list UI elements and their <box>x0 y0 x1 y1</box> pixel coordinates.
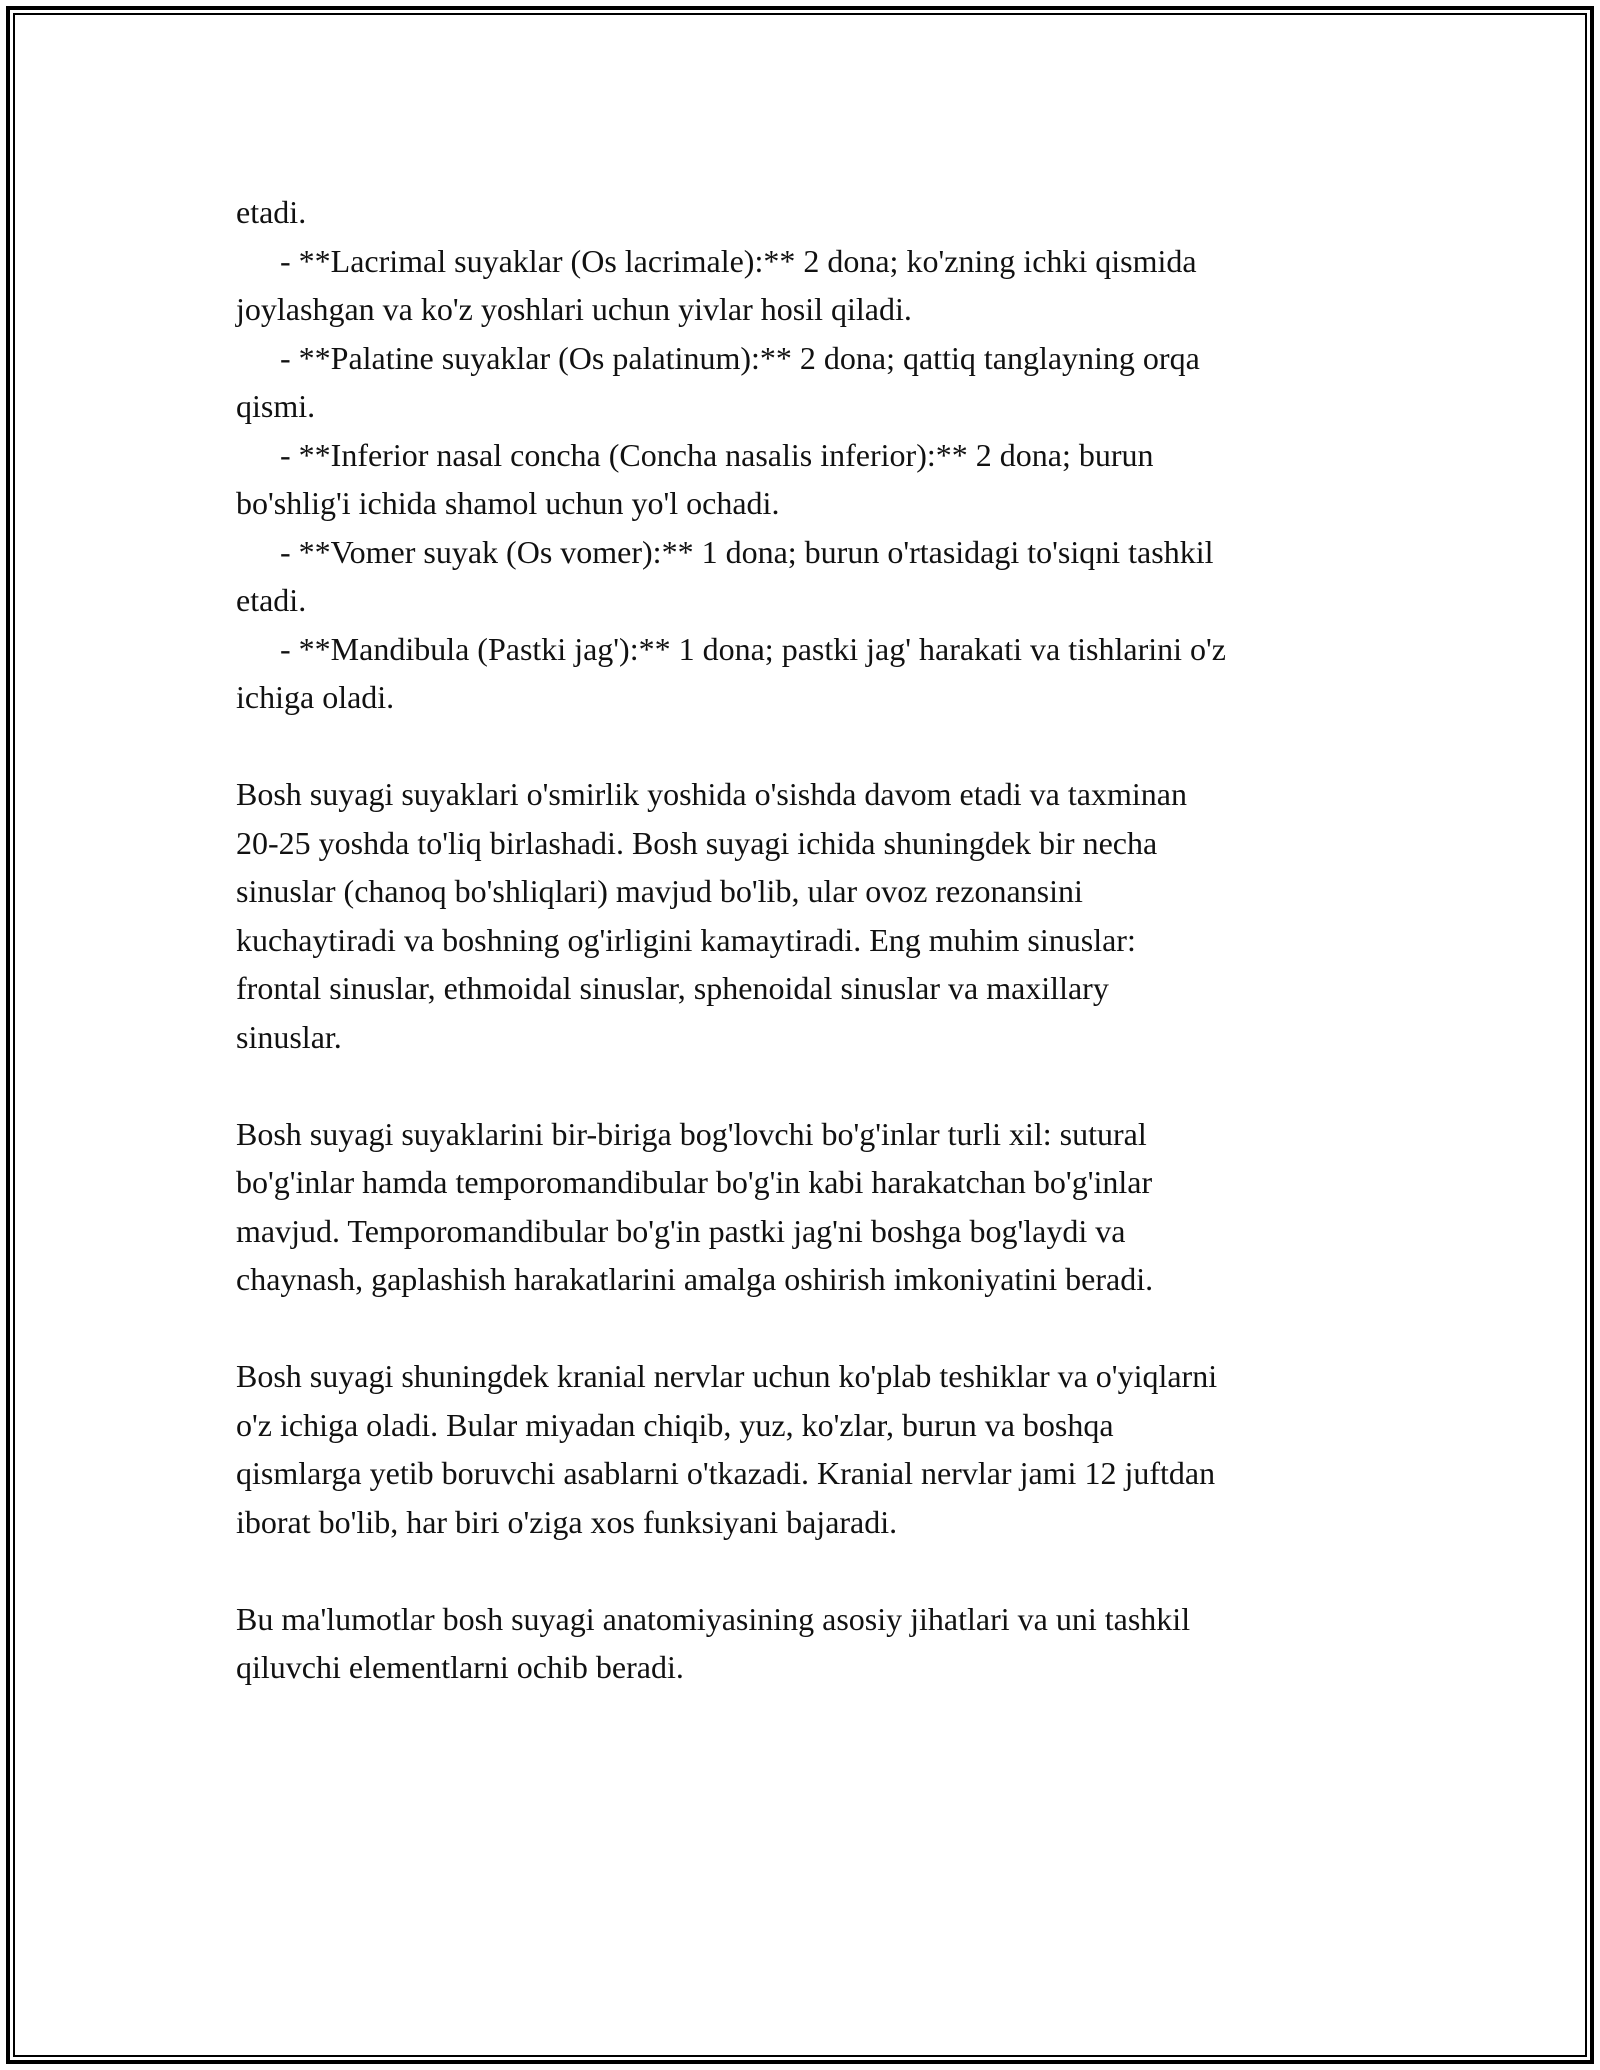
paragraph-gap <box>236 722 1376 771</box>
list-line: bo'shlig'i ichida shamol uchun yo'l ochadi. <box>236 485 780 521</box>
paragraph-line: chaynash, gaplashish harakatlarini amalga oshirish imkoniyatini beradi. <box>236 1261 1154 1297</box>
paragraph-gap <box>236 1061 1376 1110</box>
paragraph-line: 20-25 yoshda to'liq birlashadi. Bosh suyagi ichida shuningdek bir necha <box>236 824 1158 861</box>
paragraph-conclusion <box>236 1595 1376 1692</box>
list-item-vomer: - **Vomer suyak (Os vomer):** 1 dona; burun o'rtasidagi to'siqni tashkil <box>280 533 1214 570</box>
bone-list <box>236 188 1376 722</box>
list-line: qismi. <box>236 388 316 424</box>
list-line: joylashgan va ko'z yoshlari uchun yivlar hosil qiladi. <box>236 291 912 327</box>
paragraph-line: Bosh suyagi suyaklarini bir-biriga bog'lovchi bo'g'inlar turli xil: sutural <box>236 1115 1147 1152</box>
paragraph-line: iborat bo'lib, har biri o'ziga xos funksiyani bajaradi. <box>236 1503 898 1540</box>
list-line: etadi. <box>236 194 307 230</box>
list-item-palatine: - **Palatine suyaklar (Os palatinum):** 2 dona; qattiq tanglayning orqa <box>280 339 1200 376</box>
list-item-lacrimal: - **Lacrimal suyaklar (Os lacrimale):** 2 dona; ko'zning ichki qismida <box>280 242 1197 279</box>
paragraph-line: qiluvchi elementlarni ochib beradi. <box>236 1649 684 1685</box>
paragraph-line: o'z ichiga oladi. Bular miyadan chiqib, yuz, ko'zlar, burun va boshqa <box>236 1406 1114 1443</box>
paragraph-cranial-nerves <box>236 1352 1376 1546</box>
paragraph-line: sinuslar (chanoq bo'shliqlari) mavjud bo'lib, ular ovoz rezonansini <box>236 873 1083 909</box>
paragraph-line: Bu ma'lumotlar bosh suyagi anatomiyasining asosiy jihatlari va uni tashkil <box>236 1600 1191 1637</box>
paragraph-line: mavjud. Temporomandibular bo'g'in pastki jag'ni boshga bog'laydi va <box>236 1212 1126 1249</box>
paragraph-line: kuchaytiradi va boshning og'irligini kamaytiradi. Eng muhim sinuslar: <box>236 921 1136 958</box>
paragraph-line: Bosh suyagi suyaklari o'smirlik yoshida o'sishda davom etadi va taxminan <box>236 776 1187 812</box>
paragraph-line: bo'g'inlar hamda temporomandibular bo'g'in kabi harakatchan bo'g'inlar <box>236 1164 1153 1200</box>
list-item-inferior-nasal-concha: - **Inferior nasal concha (Concha nasalis inferior):** 2 dona; burun <box>280 436 1154 473</box>
paragraph-line: frontal sinuslar, ethmoidal sinuslar, sphenoidal sinuslar va maxillary <box>236 970 1109 1006</box>
list-item-mandibula: - **Mandibula (Pastki jag'):** 1 dona; pastki jag' harakati va tishlarini o'z <box>280 630 1226 667</box>
paragraph-joints <box>236 1110 1376 1304</box>
list-line: etadi. <box>236 582 307 618</box>
paragraph-gap <box>236 1304 1376 1353</box>
document-body <box>236 188 1376 1692</box>
paragraph-sinuses <box>236 770 1376 1061</box>
paragraph-line: qismlarga yetib boruvchi asablarni o'tkazadi. Kranial nervlar jami 12 juftdan <box>236 1455 1216 1491</box>
list-line: ichiga oladi. <box>236 679 395 715</box>
paragraph-line: sinuslar. <box>236 1018 342 1055</box>
paragraph-gap <box>236 1546 1376 1595</box>
paragraph-line: Bosh suyagi shuningdek kranial nervlar uchun ko'plab teshiklar va o'yiqlarni <box>236 1358 1218 1394</box>
